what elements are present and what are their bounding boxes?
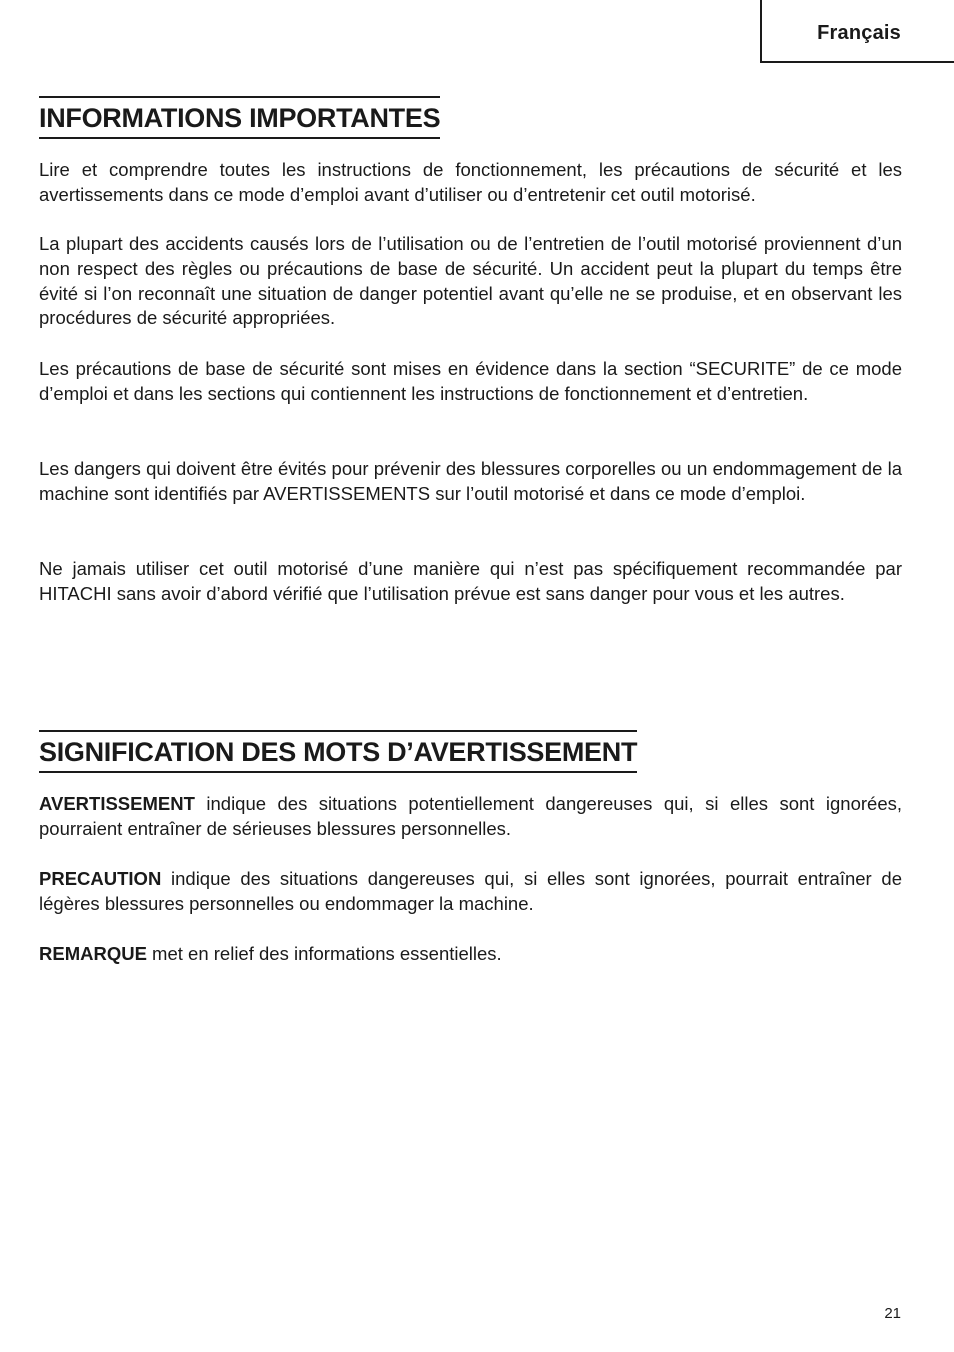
page-number: 21 xyxy=(884,1305,901,1322)
definition-precaution xyxy=(39,867,902,917)
paragraph-3: Les précautions de base de sécurité sont mises en évidence dans la section “SECURITE” de ce mode d’emploi et dans les sections qui contiennent les instructions de fonctionnement et d’entretien. xyxy=(39,358,902,404)
definition-avertissement xyxy=(39,792,902,842)
paragraph-1: Lire et comprendre toutes les instructions de fonctionnement, les précautions de sécurité et les avertissements dans ce mode d’emploi avant d’utiliser ou d’entretenir cet outil motorisé. xyxy=(39,159,902,205)
definition-remarque xyxy=(39,942,902,967)
term-precaution: PRECAUTION xyxy=(39,868,162,889)
paragraph-2: La plupart des accidents causés lors de l’utilisation ou de l’entretien de l’outil motorisé proviennent d’un non respect des règles ou précautions de base de sécurité. Un accident peut la plupart du temps être évité si l’on reconnaît une situation de danger potentiel avant qu’elle ne se produise, et en observant les procédures de sécurité appropriées. xyxy=(39,233,902,329)
definition-text-avertissement: indique des situations potentiellement dangereuses qui, si elles sont ignorées, pourraient entraîner de sérieuses blessures personnelles. xyxy=(39,793,902,839)
paragraph-5: Ne jamais utiliser cet outil motorisé d’une manière qui n’est pas spécifiquement recommandée par HITACHI sans avoir d’abord vérifié que l’utilisation prévue est sans danger pour vous et les autres. xyxy=(39,558,902,604)
paragraph-4: Les dangers qui doivent être évités pour prévenir des blessures corporelles ou un endommagement de la machine sont identifiés par AVERTISSEMENTS sur l’outil motorisé et dans ce mode d’emploi. xyxy=(39,458,902,504)
section-title-signification: SIGNIFICATION DES MOTS D’AVERTISSEMENT xyxy=(39,730,637,773)
definition-text-precaution: indique des situations dangereuses qui, si elles sont ignorées, pourrait entraîner de légères blessures personnelles ou endommager la machine. xyxy=(39,868,902,914)
term-avertissement: AVERTISSEMENT xyxy=(39,793,195,814)
definition-text-remarque: met en relief des informations essentielles. xyxy=(146,943,502,964)
language-tab xyxy=(760,0,954,63)
language-label: Français xyxy=(817,22,901,44)
section-title-informations-importantes: INFORMATIONS IMPORTANTES xyxy=(39,96,440,139)
term-remarque: REMARQUE xyxy=(39,943,147,964)
